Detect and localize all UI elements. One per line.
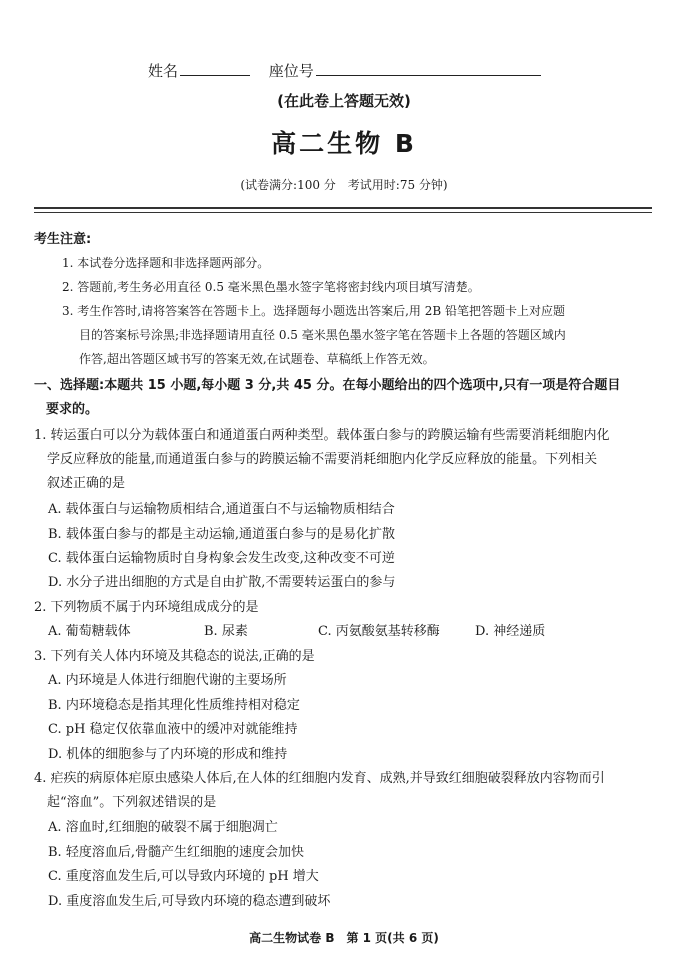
question-2-option-d: D. 神经递质 — [475, 624, 546, 639]
exam-title: 高二生物 B — [271, 129, 417, 158]
question-line: 叙述正确的是 — [47, 476, 126, 491]
notice-heading: 考生注意: — [34, 232, 92, 247]
question-3-option-c: C. pH 稳定仅依靠血液中的缓冲对就能维持 — [48, 722, 298, 737]
question-4-option-d: D. 重度溶血发生后,可导致内环境的稳态遭到破坏 — [48, 894, 331, 909]
seat-blank — [316, 61, 541, 76]
question-2-option-b: B. 尿素 — [204, 624, 248, 639]
candidate-info-line — [148, 60, 541, 81]
question-2: 2. 下列物质不属于内环境组成成分的是 — [34, 600, 259, 615]
question-line: 4. 疟疾的病原体疟原虫感染人体后,在人体的红细胞内发育、成熟,并导致红细胞破裂释放内容物而引 — [34, 771, 605, 786]
seat-label: 座位号 — [268, 62, 314, 80]
question-2-option-c: C. 丙氨酸氨基转移酶 — [318, 624, 440, 639]
question-4-option-c: C. 重度溶血发生后,可以导致内环境的 pH 增大 — [48, 869, 319, 884]
question-3-option-d: D. 机体的细胞参与了内环境的形成和维持 — [48, 747, 288, 762]
notice-line: 作答,超出答题区域书写的答案无效,在试题卷、草稿纸上作答无效。 — [79, 352, 435, 366]
notice-item: 1. 本试卷分选择题和非选择题两部分。 — [62, 256, 270, 270]
exam-info: (试卷满分:100 分 考试用时:75 分钟) — [240, 178, 448, 192]
question-1 — [34, 424, 656, 496]
question-4 — [34, 767, 656, 815]
question-3-option-b: B. 内环境稳态是指其理化性质维持相对稳定 — [48, 698, 300, 713]
question-1-option-a: A. 载体蛋白与运输物质相结合,通道蛋白不与运输物质相结合 — [48, 502, 395, 517]
question-line: 学反应释放的能量,而通道蛋白参与的跨膜运输不需要消耗细胞内化学反应释放的能量。下列相关 — [47, 452, 598, 467]
section-line: 一、选择题:本题共 15 小题,每小题 3 分,共 45 分。在每小题给出的四个选项中,只有一项是符合题目 — [34, 378, 621, 393]
section-heading — [34, 374, 654, 422]
notice-line: 3. 考生作答时,请将答案答在答题卡上。选择题每小题选出答案后,用 2B 铅笔把答题卡上对应题 — [62, 304, 565, 318]
question-1-option-b: B. 载体蛋白参与的都是主动运输,通道蛋白参与的是易化扩散 — [48, 527, 395, 542]
question-4-option-a: A. 溶血时,红细胞的破裂不属于细胞凋亡 — [48, 820, 278, 835]
question-2-option-a: A. 葡萄糖载体 — [48, 624, 131, 639]
question-3: 3. 下列有关人体内环境及其稳态的说法,正确的是 — [34, 649, 315, 664]
notice-item — [62, 299, 652, 371]
question-1-option-c: C. 载体蛋白运输物质时自身构象会发生改变,这种改变不可逆 — [48, 551, 395, 566]
name-label: 姓名 — [148, 62, 179, 80]
question-4-option-b: B. 轻度溶血后,骨髓产生红细胞的速度会加快 — [48, 845, 304, 860]
question-3-option-a: A. 内环境是人体进行细胞代谢的主要场所 — [48, 673, 287, 688]
notice-item: 2. 答题前,考生务必用直径 0.5 毫米黑色墨水签字笔将密封线内项目填写清楚。 — [62, 280, 480, 294]
page-footer: 高二生物试卷 B 第 1 页(共 6 页) — [249, 931, 439, 945]
divider-thick — [34, 207, 652, 209]
question-2-options — [48, 620, 545, 644]
section-line: 要求的。 — [46, 402, 99, 417]
question-1-option-d: D. 水分子进出细胞的方式是自由扩散,不需要转运蛋白的参与 — [48, 575, 396, 590]
question-line: 起“溶血”。下列叙述错误的是 — [47, 795, 217, 810]
question-line: 1. 转运蛋白可以分为载体蛋白和通道蛋白两种类型。载体蛋白参与的跨膜运输有些需要消耗细胞内化 — [34, 428, 610, 443]
name-blank — [180, 61, 250, 76]
notice-line: 目的答案标号涂黑;非选择题请用直径 0.5 毫米黑色墨水签字笔在答题卡上各题的答题区域内 — [79, 328, 566, 342]
divider-thin — [34, 212, 652, 213]
invalid-answer-note: (在此卷上答题无效) — [277, 92, 411, 110]
